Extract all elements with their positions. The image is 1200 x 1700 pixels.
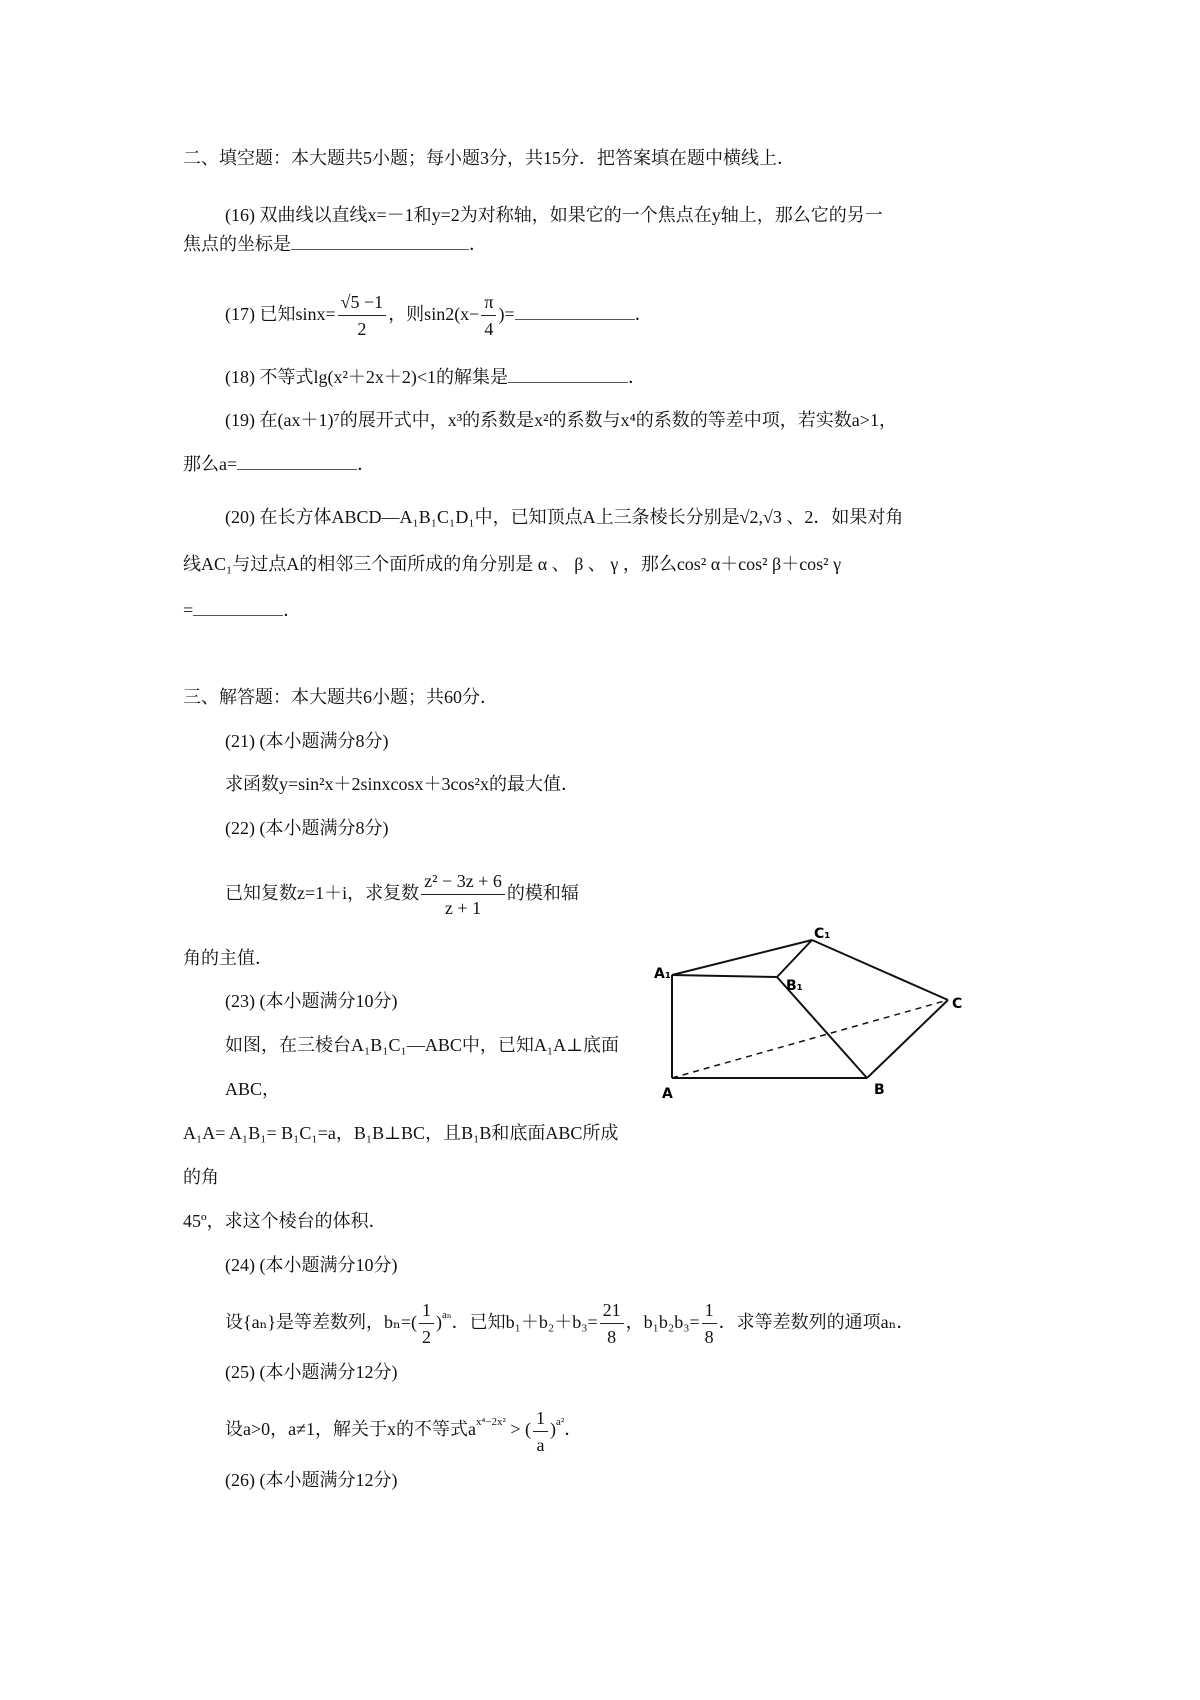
text: ，则sin2(x− xyxy=(388,304,480,324)
text: ．求等差数列的通项aₙ． xyxy=(718,1312,915,1332)
label-a: A xyxy=(662,1086,673,1102)
q16-line2 xyxy=(183,231,487,256)
edge-a1c1 xyxy=(672,940,812,975)
q22-body xyxy=(225,867,579,921)
q21-body: 求函数y=sin²x＋2sinxcosx＋3cos²x的最大值． xyxy=(225,774,579,794)
answer-blank xyxy=(237,451,357,470)
label-b1: B₁ xyxy=(786,978,803,994)
q22-line2: 角的主值． xyxy=(183,948,273,968)
text: ． xyxy=(634,304,653,324)
exponent: aₙ xyxy=(442,1309,452,1321)
label-c: C xyxy=(952,996,963,1012)
text: ) xyxy=(436,1312,442,1332)
numerator: z² − 3z + 6 xyxy=(421,868,505,895)
q25-header: (25) (本小题满分12分) xyxy=(225,1362,398,1383)
edge-c1c xyxy=(812,940,948,1000)
q20-line3 xyxy=(183,597,301,622)
q19-line2 xyxy=(183,451,375,476)
text: ． xyxy=(564,1419,583,1440)
q21-header: (21) (本小题满分8分) xyxy=(225,731,389,751)
q16-line1: (16) 双曲线以直线x=－1和y=2为对称轴，如果它的一个焦点在y轴上，那么它的另一 xyxy=(225,205,883,225)
answer-blank xyxy=(193,597,283,616)
label-b: B xyxy=(874,1082,885,1098)
answer-blank xyxy=(515,301,635,320)
text: ．已知b₁＋b₂＋b₃= xyxy=(451,1312,598,1332)
q19-line1: (19) 在(ax＋1)⁷的展开式中，x³的系数是x²的系数与x⁴的系数的等差中项，若实数a>1， xyxy=(225,410,897,430)
fraction xyxy=(338,289,387,342)
text: 的模和辐 xyxy=(506,883,579,903)
denominator: 8 xyxy=(704,1327,714,1348)
text: ． xyxy=(357,454,376,474)
denominator: 4 xyxy=(484,319,494,340)
fraction xyxy=(481,289,496,342)
numerator: √5 −1 xyxy=(338,289,387,316)
fraction xyxy=(702,1297,717,1350)
text: 设{aₙ}是等差数列，bₙ=( xyxy=(225,1312,417,1332)
denominator: 8 xyxy=(607,1327,617,1348)
exponent: x⁴−2x² xyxy=(476,1416,506,1429)
edge-b1c1 xyxy=(777,940,812,977)
lower-questions xyxy=(0,1023,1200,1502)
q24-header: (24) (本小题满分10分) xyxy=(225,1255,398,1275)
numerator: 21 xyxy=(600,1297,624,1324)
text: 设a>0，a≠1，解关于x的不等式a xyxy=(225,1419,476,1440)
fraction xyxy=(533,1405,548,1458)
q23-line2: A₁A= A₁B₁= B₁C₁=a，B₁B⊥BC，且B₁B和底面ABC所成的角 xyxy=(183,1123,619,1187)
denominator: a xyxy=(536,1434,545,1455)
q25-body xyxy=(225,1394,1200,1457)
numerator: 1 xyxy=(419,1297,434,1324)
text: 焦点的坐标是 xyxy=(183,234,291,254)
numerator: 1 xyxy=(702,1297,717,1324)
label-c1: C₁ xyxy=(814,926,831,942)
q23-header: (23) (本小题满分10分) xyxy=(225,991,398,1011)
denominator: 2 xyxy=(422,1327,431,1348)
edge-a1b1 xyxy=(672,975,777,977)
q17 xyxy=(225,288,653,342)
q24-body xyxy=(225,1287,1200,1350)
fraction xyxy=(421,868,505,921)
q23-line1: 如图，在三棱台A₁B₁C₁—ABC中，已知A₁A⊥底面ABC， xyxy=(225,1035,620,1099)
numerator: π xyxy=(481,289,496,316)
section-3-heading: 三、解答题：本大题共6小题；共60分． xyxy=(183,687,498,707)
exponent: a² xyxy=(556,1416,565,1429)
text: 已知复数z=1＋i，求复数 xyxy=(225,883,420,903)
q18 xyxy=(225,364,646,389)
section-2-heading: 二、填空题：本大题共5小题；每小题3分，共15分．把答案填在题中横线上． xyxy=(183,148,795,168)
answer-blank xyxy=(291,231,469,250)
fraction xyxy=(419,1297,434,1350)
q26-header: (26) (本小题满分12分) xyxy=(225,1469,398,1490)
text: = xyxy=(183,600,194,620)
q22-header: (22) (本小题满分8分) xyxy=(225,818,389,838)
q23-line3: 45º，求这个棱台的体积． xyxy=(183,1211,387,1231)
text: ． xyxy=(469,234,487,254)
text: (18) 不等式lg(x²＋2x＋2)<1的解集是 xyxy=(225,367,509,387)
denominator: 2 xyxy=(357,319,367,340)
answer-blank xyxy=(508,364,628,383)
text: (17) 已知sinx= xyxy=(225,304,336,324)
numerator: 1 xyxy=(533,1405,548,1432)
fraction xyxy=(600,1297,624,1350)
denominator: z + 1 xyxy=(444,898,482,919)
q20-line2: 线AC₁与过点A的相邻三个面所成的角分别是 α 、 β 、 γ ，那么cos² α＋cos² β＋cos² γ xyxy=(183,554,842,574)
text: > ( xyxy=(505,1419,531,1440)
text: ，b₁b₂b₃= xyxy=(625,1312,700,1332)
text: ． xyxy=(628,367,647,387)
text: 那么a= xyxy=(183,454,238,474)
text: )= xyxy=(498,304,515,324)
label-a1: A₁ xyxy=(654,966,671,982)
text: ) xyxy=(550,1419,556,1440)
q20-line1: (20) 在长方体ABCD—A₁B₁C₁D₁中，已知顶点A上三条棱长分别是√2,√3 、2．如果对角 xyxy=(225,507,904,527)
text: ． xyxy=(283,600,302,620)
